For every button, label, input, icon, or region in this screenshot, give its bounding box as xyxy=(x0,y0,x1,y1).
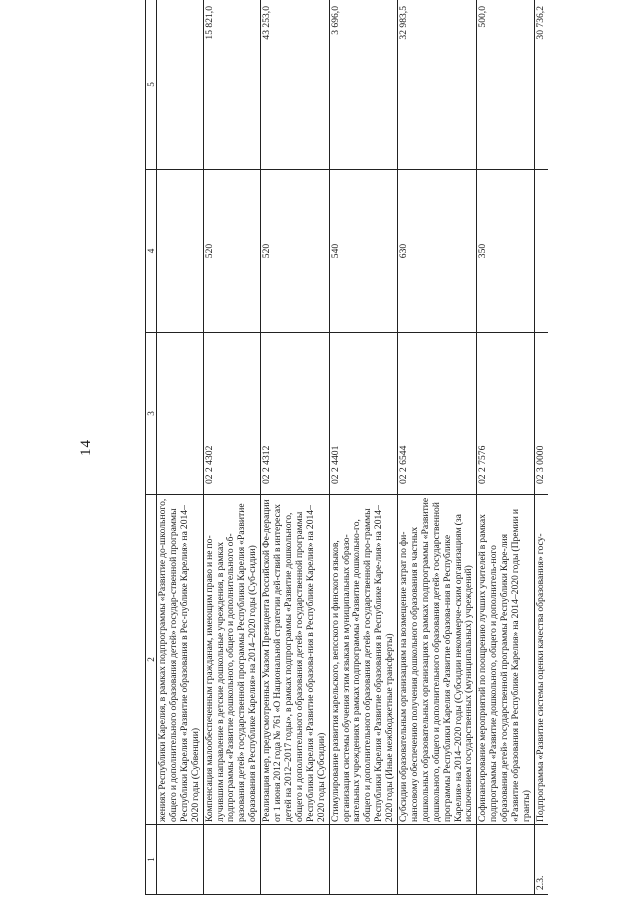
row-code: 02 2 6544 xyxy=(398,333,477,495)
rotated-page-content xyxy=(65,0,605,895)
table-header-row xyxy=(146,0,157,895)
header-cell-2: 2 xyxy=(146,495,157,825)
header-cell-3: 3 xyxy=(146,333,157,495)
row-code: 02 3 0000 xyxy=(534,333,547,495)
row-type: 520 xyxy=(203,170,261,333)
row-type xyxy=(157,170,204,333)
header-cell-1: 1 xyxy=(146,825,157,895)
header-cell-4: 4 xyxy=(146,170,157,333)
row-code: 02 2 7576 xyxy=(477,333,535,495)
row-code xyxy=(157,333,204,495)
page-number: 14 xyxy=(78,439,94,456)
row-number xyxy=(157,825,204,895)
row-number xyxy=(203,825,261,895)
row-name: Софинансирование мероприятий по поощрению лучших учителей в рамках подпрограммы «Развитие дошкольного, общего и дополнитель-ного образования детей» государственной программы Республики Каре-лия «Развитие образования в Республике Карелия» на 2014–2020 годы (Премии и гранты) xyxy=(477,508,532,822)
row-number xyxy=(398,825,477,895)
row-name: Компенсация малообеспеченным гражданам, имеющим право и не по-лучившим направление в детские дошкольные учреждения, в рамках подпрограммы «Развитие дошкольного, общего и дополнительного об-разования детей» государственной программы Республики Карелия «Развитие образования в Республике Карелия» на 2014–2020 годы (Суб-сидии) xyxy=(203,503,259,822)
row-amount: 30 736,2 xyxy=(534,0,547,170)
row-name: Подпрограмма «Развитие системы оценки качества образования» госу- xyxy=(534,533,546,822)
row-type: 520 xyxy=(261,170,329,333)
row-type: 630 xyxy=(398,170,477,333)
row-name: Стимулирование развития карельского, вепсского и финского языков, организация системы обучения этим языкам в муниципальных образо-вательных учреждениях в рамках подпрограммы «Развитие дошкольно-го, общего и дополнительного образования детей» государственной про-граммы Республики Карелия «Развитие образования в Республике Каре-лия» на 2014–2020 годы (Иные межбюджетные трансферты) xyxy=(329,505,396,822)
row-amount xyxy=(157,0,204,170)
row-name: Субсидии образовательным организациям на возмещение затрат по фи-нансовому обеспечению получения дошкольного образования в частных дошкольных образовательных организациях в рамках подпрограммы «Развитие дошкольного, общего и дополнительного образования детей» государственной программы Республики Карелия «Развитие образова-ния в Республике Карелия» на 2014–2020 годы (Субсидии некоммерче-ским организациям (за исключением государственных (муниципальных) учреждений) xyxy=(398,497,475,822)
row-name: Реализация мер, предусмотренных Указом Президента Российской Фе-дерации от 1 июня 2012 года № 761 «О Национальной стратегии дей-ствий в интересах детей на 2012–2017 годы», в рамках подпрограммы «Развитие дошкольного, общего и дополнительного образования детей» государственной программы Республики Карелия «Развитие образова-ния в Республике Карелия» на 2014–2020 годы (Субсидии) xyxy=(261,499,327,822)
header-cell-5: 5 xyxy=(146,0,157,170)
table-row xyxy=(477,0,535,895)
table-row xyxy=(203,0,261,895)
table-row xyxy=(329,0,397,895)
row-number xyxy=(329,825,397,895)
row-amount: 32 983,5 xyxy=(398,0,477,170)
table-row xyxy=(398,0,477,895)
row-name: жениях Республики Карелия, в рамках подпрограммы «Развитие до-школьного, общего и дополнительного образования детей» государ-ственной программы Республики Карелия «Развитие образования в Рес-публике Карелия» на 2014–2020 годы (Субвенции) xyxy=(157,498,201,822)
row-type: 540 xyxy=(329,170,397,333)
row-amount: 15 821,0 xyxy=(203,0,261,170)
row-code: 02 2 4312 xyxy=(261,333,329,495)
row-type: 350 xyxy=(477,170,535,333)
row-code: 02 2 4401 xyxy=(329,333,397,495)
row-number xyxy=(477,825,535,895)
row-code: 02 2 4302 xyxy=(203,333,261,495)
budget-table xyxy=(145,0,548,895)
row-number: 2.3. xyxy=(534,825,547,895)
table-row xyxy=(534,0,547,895)
table-row xyxy=(157,0,204,895)
row-type xyxy=(534,170,547,333)
row-amount: 500,0 xyxy=(477,0,535,170)
row-amount: 43 253,0 xyxy=(261,0,329,170)
row-number xyxy=(261,825,329,895)
table-row xyxy=(261,0,329,895)
row-amount: 3 696,0 xyxy=(329,0,397,170)
